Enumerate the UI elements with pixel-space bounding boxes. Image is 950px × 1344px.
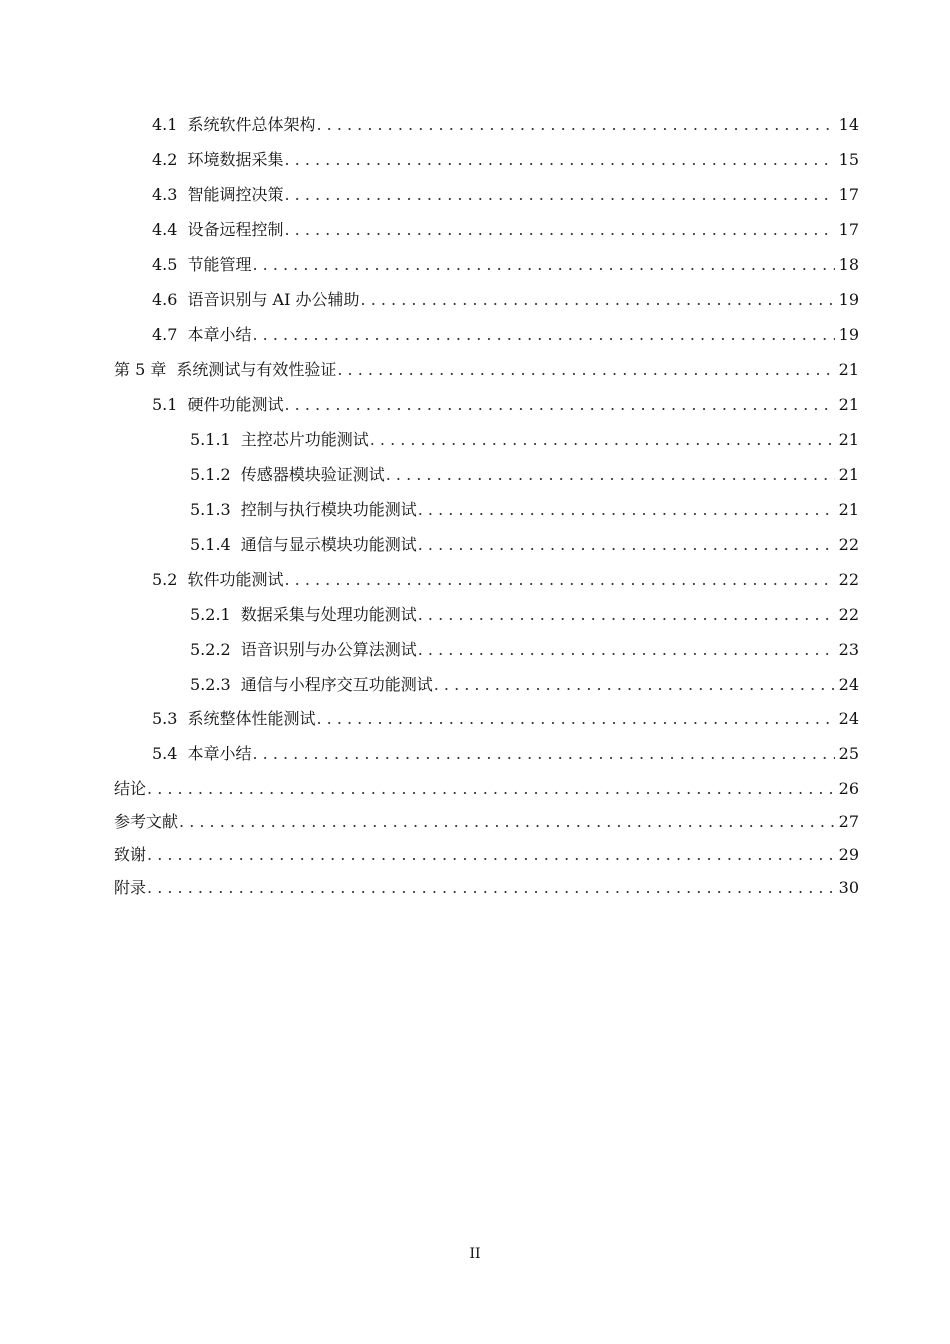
toc-subentry[interactable]: [190, 598, 859, 632]
toc-entry-page: 14: [838, 115, 859, 134]
toc-entry-number: 第 5 章: [114, 360, 167, 379]
toc-entry-number: 5.3: [152, 709, 178, 728]
toc-entry-appendix[interactable]: [114, 871, 859, 905]
toc-entry-title: 节能管理: [187, 255, 252, 274]
toc-entry[interactable]: [152, 388, 859, 422]
toc-entry[interactable]: [152, 143, 859, 177]
toc-chapter-entry[interactable]: [114, 353, 859, 387]
dot-leader: [147, 772, 835, 806]
toc-entry-page: 24: [838, 675, 859, 694]
toc-entry[interactable]: [152, 737, 859, 771]
dot-leader: [418, 598, 835, 632]
toc-entry-title: 结论: [114, 779, 147, 798]
toc-entry-page: 29: [838, 845, 859, 864]
toc-entry-title: 参考文献: [114, 812, 179, 831]
toc-entry-number: 5.2.3: [190, 675, 231, 694]
dot-leader: [370, 423, 835, 457]
toc-entry[interactable]: [152, 213, 859, 247]
toc-entry-title: 语音识别与办公算法测试: [240, 640, 417, 659]
toc-entry-page: 27: [838, 812, 859, 831]
toc-entry-number: 5.1.2: [190, 465, 231, 484]
toc-entry-page: 30: [838, 878, 859, 897]
toc-entry[interactable]: [152, 283, 859, 317]
toc-entry-page: 26: [838, 779, 859, 798]
dot-leader: [179, 805, 835, 839]
toc-entry-title: 系统整体性能测试: [187, 709, 316, 728]
toc-subentry[interactable]: [190, 668, 859, 702]
toc-entry-title: 控制与执行模块功能测试: [240, 500, 417, 519]
dot-leader: [386, 458, 835, 492]
toc-entry-page: 21: [838, 500, 859, 519]
toc-entry[interactable]: [152, 178, 859, 212]
toc-entry-number: 4.6: [152, 290, 178, 309]
toc-entry-title: 系统测试与有效性验证: [176, 360, 337, 379]
toc-entry-title: 智能调控决策: [187, 185, 284, 204]
toc-subentry[interactable]: [190, 528, 859, 562]
toc-entry-title: 传感器模块验证测试: [240, 465, 385, 484]
toc-entry-title: 语音识别与 AI 办公辅助: [187, 290, 360, 309]
toc-entry-number: 5.1.4: [190, 535, 231, 554]
toc-entry-title: 软件功能测试: [187, 570, 284, 589]
toc-entry-page: 23: [838, 640, 859, 659]
toc-entry-title: 环境数据采集: [187, 150, 284, 169]
dot-leader: [252, 737, 834, 771]
toc-entry-page: 22: [838, 570, 859, 589]
toc-entry-page: 21: [838, 360, 859, 379]
toc-entry-number: 4.2: [152, 150, 178, 169]
dot-leader: [252, 248, 834, 282]
dot-leader: [418, 528, 835, 562]
toc-entry-references[interactable]: [114, 805, 859, 839]
dot-leader: [361, 283, 835, 317]
dot-leader: [434, 668, 835, 702]
toc-entry-title: 本章小结: [187, 325, 252, 344]
toc-entry-number: 5.2.2: [190, 640, 231, 659]
dot-leader: [252, 318, 834, 352]
dot-leader: [316, 108, 834, 142]
dot-leader: [418, 493, 835, 527]
toc-entry-title: 通信与显示模块功能测试: [240, 535, 417, 554]
toc-entry-page: 19: [838, 325, 859, 344]
toc-entry-page: 21: [838, 430, 859, 449]
toc-entry[interactable]: [152, 248, 859, 282]
toc-entry-number: 4.1: [152, 115, 178, 134]
toc-entry-number: 4.7: [152, 325, 178, 344]
toc-entry-number: 4.3: [152, 185, 178, 204]
toc-entry-page: 17: [838, 185, 859, 204]
toc-subentry[interactable]: [190, 423, 859, 457]
toc-entry-title: 本章小结: [187, 744, 252, 763]
toc-entry-title: 主控芯片功能测试: [240, 430, 369, 449]
toc-entry[interactable]: [152, 108, 859, 142]
toc-entry-page: 25: [838, 744, 859, 763]
toc-entry-number: 4.5: [152, 255, 178, 274]
toc-entry[interactable]: [152, 563, 859, 597]
toc-entry-title: 设备远程控制: [187, 220, 284, 239]
toc-entry-page: 21: [838, 465, 859, 484]
toc-subentry[interactable]: [190, 493, 859, 527]
dot-leader: [284, 143, 834, 177]
dot-leader: [284, 178, 834, 212]
dot-leader: [337, 353, 834, 387]
toc-entry-number: 4.4: [152, 220, 178, 239]
toc-entry-conclusion[interactable]: [114, 772, 859, 806]
toc-entry-title: 通信与小程序交互功能测试: [240, 675, 433, 694]
toc-entry[interactable]: [152, 318, 859, 352]
dot-leader: [284, 213, 834, 247]
toc-entry-number: 5.2.1: [190, 605, 231, 624]
toc-entry-number: 5.1.1: [190, 430, 231, 449]
toc-entry-number: 5.1: [152, 395, 178, 414]
toc-entry-number: 5.1.3: [190, 500, 231, 519]
dot-leader: [284, 563, 834, 597]
dot-leader: [147, 838, 835, 872]
toc-entry-acknowledgements[interactable]: [114, 838, 859, 872]
toc-entry[interactable]: [152, 702, 859, 736]
toc-entry-title: 附录: [114, 878, 147, 897]
dot-leader: [284, 388, 834, 422]
toc-entry-page: 19: [838, 290, 859, 309]
toc-entry-number: 5.4: [152, 744, 178, 763]
dot-leader: [316, 702, 834, 736]
dot-leader: [147, 871, 835, 905]
toc-entry-page: 22: [838, 605, 859, 624]
toc-entry-page: 18: [838, 255, 859, 274]
toc-entry-title: 系统软件总体架构: [187, 115, 316, 134]
toc-entry-page: 22: [838, 535, 859, 554]
page-number-footer: II: [469, 1246, 481, 1262]
toc-entry-title: 数据采集与处理功能测试: [240, 605, 417, 624]
toc-entry-number: 5.2: [152, 570, 178, 589]
toc-entry-page: 24: [838, 709, 859, 728]
toc-subentry[interactable]: [190, 458, 859, 492]
toc-entry-page: 15: [838, 150, 859, 169]
toc-entry-title: 硬件功能测试: [187, 395, 284, 414]
dot-leader: [418, 633, 835, 667]
toc-entry-page: 17: [838, 220, 859, 239]
toc-entry-page: 21: [838, 395, 859, 414]
toc-subentry[interactable]: [190, 633, 859, 667]
toc-entry-title: 致谢: [114, 845, 147, 864]
